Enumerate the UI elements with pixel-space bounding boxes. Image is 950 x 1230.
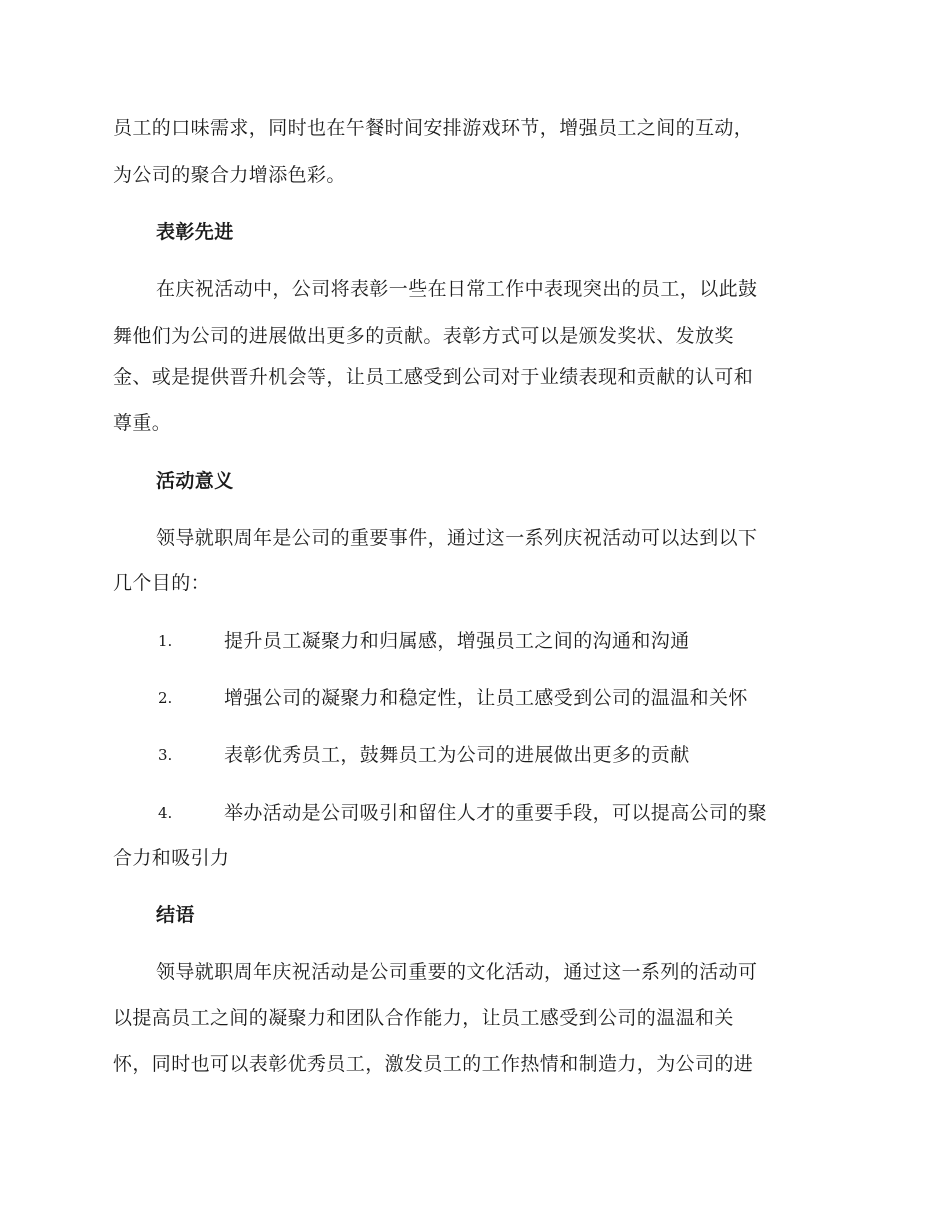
list-item-number: 3. [158, 746, 173, 764]
list-item-text-continued: 合力和吸引力 [113, 847, 230, 869]
list-item-number: 4. [158, 804, 173, 822]
paragraph-line: 以提高员工之间的凝聚力和团队合作能力，让员工感受到公司的温温和关 [113, 1007, 734, 1029]
paragraph-line: 在庆祝活动中，公司将表彰一些在日常工作中表现突出的员工，以此鼓 [156, 278, 758, 300]
paragraph-line: 领导就职周年庆祝活动是公司重要的文化活动，通过这一系列的活动可 [156, 961, 758, 983]
list-item-number: 2. [158, 689, 173, 707]
paragraph-line: 领导就职周年是公司的重要事件，通过这一系列庆祝活动可以达到以下 [156, 527, 758, 549]
list-item-text: 表彰优秀员工，鼓舞员工为公司的进展做出更多的贡献 [224, 744, 690, 766]
paragraph-line: 员工的口味需求，同时也在午餐时间安排游戏环节，增强员工之间的互动， [113, 117, 754, 139]
paragraph-line: 几个目的： [113, 572, 211, 594]
section-heading-conclusion: 结语 [156, 904, 195, 926]
section-heading-meaning: 活动意义 [156, 470, 234, 492]
paragraph-line: 怀，同时也可以表彰优秀员工，激发员工的工作热情和制造力，为公司的进 [113, 1053, 754, 1075]
section-heading-commend: 表彰先进 [156, 221, 234, 243]
list-item-number: 1. [158, 632, 173, 650]
list-item-text: 增强公司的凝聚力和稳定性，让员工感受到公司的温温和关怀 [224, 687, 748, 709]
paragraph-line: 金、或是提供晋升机会等，让员工感受到公司对于业绩表现和贡献的认可和 [113, 366, 754, 388]
list-item-text: 举办活动是公司吸引和留住人才的重要手段，可以提高公司的聚 [224, 802, 768, 824]
list-item-text: 提升员工凝聚力和归属感，增强员工之间的沟通和沟通 [224, 630, 690, 652]
paragraph-line: 尊重。 [113, 412, 172, 434]
paragraph-line: 为公司的聚合力增添色彩。 [113, 164, 346, 186]
paragraph-line: 舞他们为公司的进展做出更多的贡献。表彰方式可以是颁发奖状、发放奖 [113, 325, 734, 347]
